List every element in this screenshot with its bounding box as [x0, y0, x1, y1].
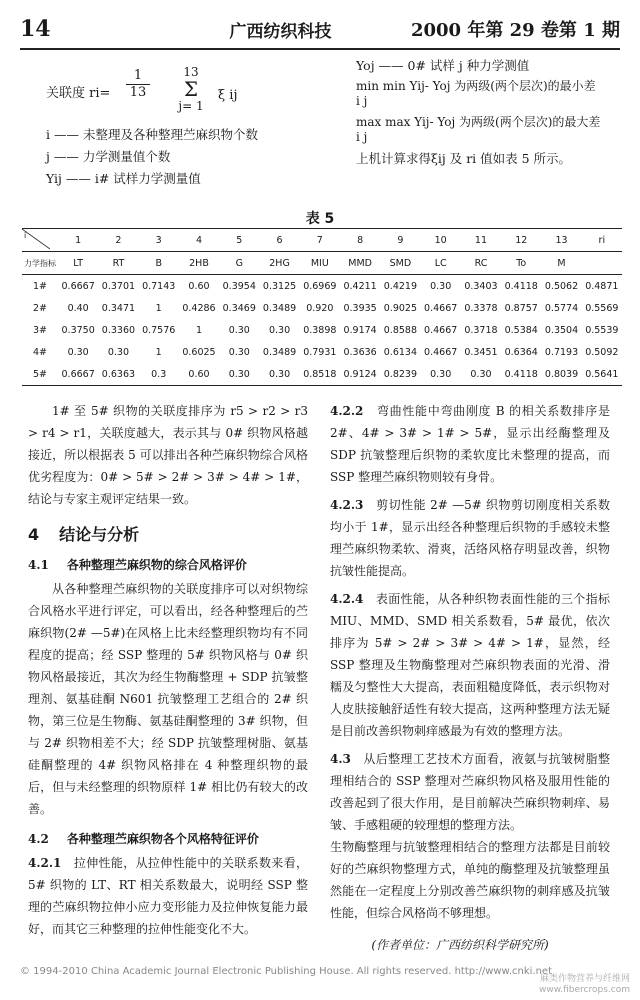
col-number: 9	[380, 229, 420, 252]
formula-lhs: 关联度 ri=	[46, 86, 111, 101]
formula-term: ξ ij	[218, 88, 238, 103]
table-row	[22, 319, 622, 341]
watermark-line-1: 麻类作物营养与纤维网	[539, 974, 630, 984]
table-cell: 0.5569	[585, 302, 619, 314]
table-cell: 0.30	[461, 363, 501, 386]
table-cell: 0.6667	[58, 275, 98, 298]
table-cell: 0.3504	[544, 324, 579, 336]
table-cell: 0.6364	[504, 346, 538, 358]
table-row	[22, 363, 622, 386]
table-cell: 0.4667	[424, 346, 458, 358]
table-cell: 0.6134	[383, 346, 418, 358]
table-cell: 0.3	[139, 363, 179, 386]
table-body	[22, 275, 622, 386]
table-cell: 0.920	[306, 302, 334, 314]
indicator-cell: 2HG	[259, 252, 299, 275]
indicator-cell: 2HB	[179, 252, 219, 275]
subsection-number: 4.2.2	[330, 404, 364, 418]
table-header-row	[22, 229, 622, 252]
table-cell: 0.9025	[383, 302, 418, 314]
indicator-cell	[582, 252, 622, 275]
section-title: 结论与分析	[59, 525, 140, 544]
col-number: 5	[219, 229, 259, 252]
table-cell: 0.3360	[101, 324, 136, 336]
table-cell: 0.3935	[343, 302, 377, 314]
definition-i: i —— 未整理及各种整理苎麻织物个数	[46, 127, 258, 142]
subsection-4-2-heading	[28, 828, 308, 850]
table-cell: 0.6969	[300, 275, 340, 298]
col-number: ri	[582, 229, 622, 252]
journal-name: 广西纺织科技	[229, 21, 332, 42]
copyright-footer: © 1994-2010 China Academic Journal Electronic Publishing House. All rights reserved. http://www.cnki.net	[20, 966, 552, 977]
table-cell: 1	[155, 302, 162, 314]
table-cell: 0.8757	[504, 302, 538, 314]
table-cell: 0.3125	[259, 275, 299, 298]
table-cell: 1	[155, 346, 162, 358]
sum-lower: j= 1	[178, 99, 204, 113]
fraction-denominator: 13	[129, 85, 147, 100]
table-cell: 0.4219	[380, 275, 420, 298]
definition-list	[46, 124, 316, 190]
indicator-cell: RC	[461, 252, 501, 275]
table-cell: 0.3471	[101, 302, 136, 314]
indicator-cell: LC	[421, 252, 461, 275]
table-cell: 0.4118	[501, 363, 541, 386]
definition-min-sub: i j	[356, 94, 368, 108]
table-row	[22, 297, 622, 319]
table-cell: 0.60	[179, 363, 219, 386]
col-number: 7	[300, 229, 340, 252]
table-cell: 0.5539	[585, 324, 619, 336]
col-number: 11	[461, 229, 501, 252]
table-cell: 0.5062	[541, 275, 581, 298]
table-cell: 0.30	[228, 346, 250, 358]
table-cell: 0.4211	[340, 275, 380, 298]
definition-j: j —— 力学测量值个数	[46, 149, 171, 164]
definition-max: max max Yij- Yoj 为两级(两个层次)的最大差	[356, 115, 601, 129]
table-cell: 0.3469	[222, 302, 256, 314]
page-header	[20, 14, 620, 44]
definition-yoj: Yoj —— 0# 试样 j 种力学测值	[356, 58, 530, 73]
table-cell: 0.3489	[262, 346, 297, 358]
table-indicator-row	[22, 252, 622, 275]
table-cell: 0.9124	[340, 363, 380, 386]
subsection-number: 4.2	[28, 832, 49, 846]
definition-list-right	[356, 58, 626, 166]
definition-min: min min Yij- Yoj 为两级(两个层次)的最小差	[356, 79, 596, 93]
subsection-4-1-heading	[28, 554, 308, 576]
table-cell: 0.30	[107, 346, 129, 358]
indicator-cell: To	[501, 252, 541, 275]
ranking-paragraph: 1# 至 5# 织物的关联度排序为 r5 > r2 > r3 > r4 > r1，关联度越大，表示其与 0# 织物风格越接近，所以根据表 5 可以排出各种苎麻织物综合风格优劣程度为：0# > 5# > 2# > 3# > 4# > 1#，结论与专家主观评定结果一致。	[28, 404, 308, 506]
row-label: 2#	[32, 302, 47, 314]
paragraph-4-3	[330, 748, 610, 836]
compute-sentence: 上机计算求得ξij 及 ri 值如表 5 所示。	[356, 151, 572, 166]
col-number: 8	[340, 229, 380, 252]
subsection-number: 4.2.4	[330, 592, 364, 606]
table-cell: 0.5774	[544, 302, 579, 314]
paragraph-text: 拉伸性能，从拉伸性能中的关联系数来看，5# 织物的 LT、RT 相关系数最大，说明经 SSP 整理的苎麻织物拉伸小应力变形能力及拉伸恢复能力最好，而其它三种整理的拉伸性能变化不大。	[28, 856, 308, 936]
table-cell: 0.7576	[142, 324, 176, 336]
indicator-cell: RT	[98, 252, 138, 275]
table-cell: 0.30	[259, 363, 299, 386]
table-cell: 0.3636	[343, 346, 377, 358]
table-cell: 0.30	[421, 363, 461, 386]
table-cell: 0.4118	[501, 275, 541, 298]
paragraph-4-2-3	[330, 494, 610, 582]
paragraph-4-3-continued: 生物酶整理与抗皱整理相结合的整理方法都是目前较好的苎麻织物整理方式，单纯的酶整理及抗皱整理虽然能在一定程度上分别改善苎麻织物的刺痒感及抗皱性能，但综合风格尚不够理想。	[330, 840, 610, 920]
subsection-number: 4.1	[28, 558, 49, 572]
paragraph-4-1: 从各种整理苎麻织物的关联度排序可以对织物综合风格水平进行评定，可以看出，经各种整理后的苎麻织物(2# —5#)在风格上比未经整理织物均有不同程度的提高；经 SSP 整理的 5# 织物风格与 0# 织物风格最接近，其次为经生物酶整理 + SDP 抗皱整理剂、氨基硅酮 N601 抗皱整理工艺组合的 2# 织物，第三位是生物酶、氨基硅酮整理的 3# 织物，但与 2# 织物相差不大；经 SDP 抗皱整理树脂、氨基硅酮整理的 4# 织物风格排在 4 种整理织物的最后，但与未经整理的织物原样 1# 相比仍有较大的改善。	[28, 582, 308, 816]
table-cell: 0.5384	[504, 324, 538, 336]
table-cell: 0.3451	[464, 346, 498, 358]
indicator-cell: LT	[58, 252, 98, 275]
table-row	[22, 341, 622, 363]
indicator-cell: MIU	[300, 252, 340, 275]
fraction-numerator: 1	[126, 68, 150, 85]
table-cell: 0.60	[179, 275, 219, 298]
subsection-title: 各种整理苎麻织物的综合风格评价	[66, 558, 247, 572]
col-number: 3	[139, 229, 179, 252]
table-cell: 0.4871	[582, 275, 622, 298]
table-cell: 0.8239	[380, 363, 420, 386]
definition-max-sub: i j	[356, 130, 368, 144]
table-cell: 0.3378	[464, 302, 498, 314]
section-number: 4	[28, 525, 40, 544]
table-cell: 0.3718	[464, 324, 498, 336]
summation	[176, 64, 206, 114]
table-cell: 0.7193	[544, 346, 579, 358]
table-cell: 0.5641	[582, 363, 622, 386]
row-label: 1#	[22, 275, 58, 298]
right-column	[330, 400, 610, 924]
table-cell: 0.3489	[262, 302, 297, 314]
paragraph-text: 表面性能，从各种织物表面性能的三个指标 MIU、MMD、SMD 相关系数看，5# 最优，依次排序为 5# > 2# > 3# > 4# > 1#，显然，经 SSP 整理及生物酶整理对苎麻织物表面的光滑、滑糯及匀整性大大提高，表面粗糙度降低，表示织物对人皮肤接触舒适性有较大提高，这两种整理方法无疑是目前改善织物刺痒感最为有效的整理方法。	[330, 592, 610, 738]
corner-label: i	[24, 231, 27, 240]
indicator-cell: MMD	[340, 252, 380, 275]
table-cell: 0.3750	[61, 324, 95, 336]
indicator-cell: B	[139, 252, 179, 275]
row-header-label: 力学指标	[22, 252, 58, 275]
table-cell: 0.7931	[303, 346, 337, 358]
table-cell: 0.8518	[300, 363, 340, 386]
table-cell: 0.4667	[424, 324, 458, 336]
table-cell: 1	[195, 324, 202, 336]
table-cell: 0.4667	[424, 302, 458, 314]
table-row	[22, 275, 622, 298]
sum-upper: 13	[183, 65, 199, 79]
formula-block	[46, 58, 316, 190]
site-watermark	[539, 974, 630, 996]
col-number: 12	[501, 229, 541, 252]
table-cell: 0.8588	[383, 324, 418, 336]
table-cell: 0.30	[268, 324, 291, 336]
table-cell: 0.3898	[303, 324, 337, 336]
table-cell: 0.5092	[585, 346, 619, 358]
table-cell: 0.3403	[461, 275, 501, 298]
formula-fraction	[126, 68, 150, 101]
table-cell: 0.7143	[139, 275, 179, 298]
col-number: 13	[541, 229, 581, 252]
left-column	[28, 400, 308, 940]
subsection-number: 4.3	[330, 752, 351, 766]
table-cell: 0.30	[67, 346, 89, 358]
subsection-title: 各种整理苎麻织物各个风格特征评价	[66, 832, 259, 846]
table-5	[22, 228, 622, 386]
table-cell: 0.8039	[541, 363, 581, 386]
table-title: 表 5	[305, 211, 335, 227]
table-cell: 0.30	[219, 363, 259, 386]
paragraph-4-2-1	[28, 852, 308, 940]
subsection-number: 4.2.1	[28, 856, 62, 870]
table-cell: 0.40	[67, 302, 89, 314]
table-cell: 0.6363	[98, 363, 138, 386]
col-number: 6	[259, 229, 299, 252]
indicator-cell: SMD	[380, 252, 420, 275]
page-number: 14	[20, 16, 51, 42]
col-number: 10	[421, 229, 461, 252]
col-number: 1	[58, 229, 98, 252]
table-cell: 0.6667	[58, 363, 98, 386]
paragraph-text: 剪切性能 2# —5# 织物剪切刚度相关系数均小于 1#，显示出经各种整理后织物的手感较未整理苎麻织物柔软、滑爽，活络风格存明显改善，织物抗皱性能提高。	[330, 498, 610, 578]
section-4-heading	[28, 524, 308, 546]
paragraph-text: 弯曲性能中弯曲刚度 B 的相关系数排序是 2#、4# > 3# > 1# > 5#，显示出经酶整理及 SDP 抗皱整理后织物的柔软度比未整理的提高，而 SSP 整理苎麻织物则较有身骨。	[330, 404, 610, 484]
row-label: 3#	[32, 324, 47, 336]
table-cell: 0.9174	[343, 324, 377, 336]
paragraph-text: 从后整理工艺技术方面看，液氨与抗皱树脂整理相结合的 SSP 整理对苎麻织物风格及服用性能的改善起到了很大作用，是目前解决苎麻织物刺痒、易皱、手感粗硬的较理想的整理方法。	[330, 752, 610, 832]
table-cell: 0.30	[228, 324, 250, 336]
paragraph-4-2-4	[330, 588, 610, 742]
col-number: 4	[179, 229, 219, 252]
author-affiliation: (作者单位：广西纺织科学研究所)	[371, 938, 549, 952]
indicator-cell: M	[541, 252, 581, 275]
table-cell: 0.4286	[182, 302, 216, 314]
header-divider	[20, 48, 620, 50]
table-cell: 0.6025	[182, 346, 216, 358]
relevance-formula	[46, 58, 316, 124]
table-cell: 0.3701	[98, 275, 138, 298]
subsection-number: 4.2.3	[330, 498, 364, 512]
table-cell: 0.30	[421, 275, 461, 298]
paragraph-4-2-2	[330, 400, 610, 488]
row-label: 5#	[22, 363, 58, 386]
watermark-line-2: www.fibercrops.com	[539, 985, 630, 995]
table-corner-cell	[22, 229, 58, 252]
indicator-cell: G	[219, 252, 259, 275]
row-label: 4#	[32, 346, 47, 358]
definition-yij: Yij —— i# 试样力学测量值	[46, 171, 201, 186]
col-number: 2	[98, 229, 138, 252]
table-cell: 0.3954	[219, 275, 259, 298]
sigma-symbol: Σ	[183, 77, 199, 101]
issue-info: 2000 年第 29 卷第 1 期	[410, 20, 620, 41]
